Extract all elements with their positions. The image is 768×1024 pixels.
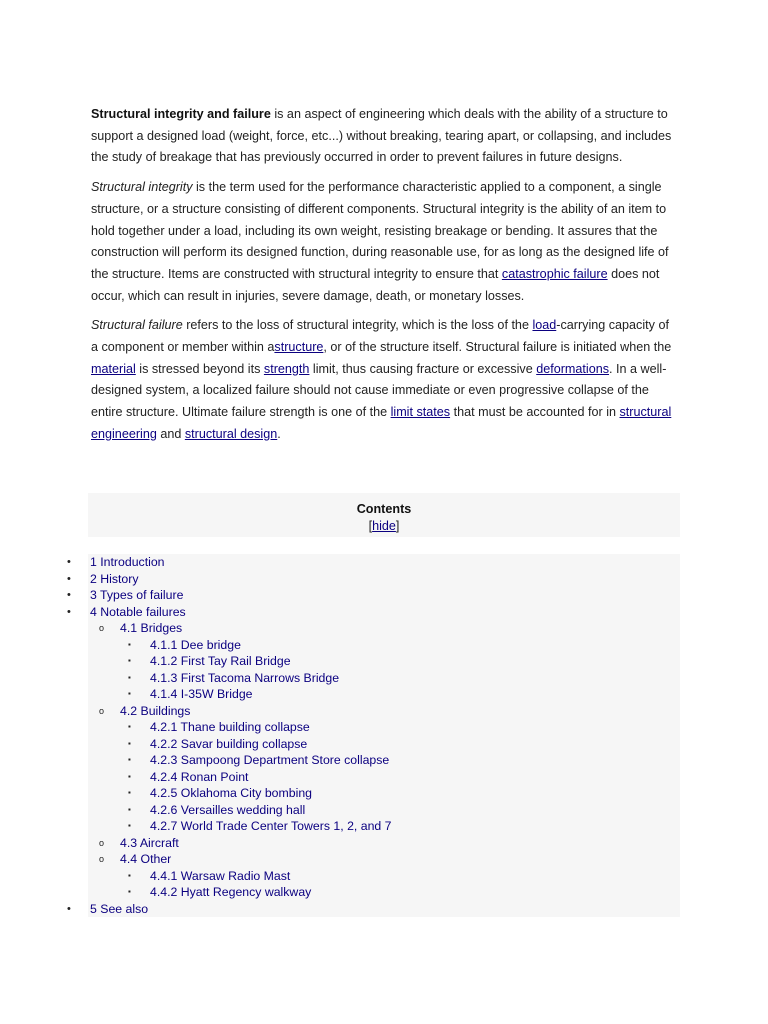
list-bullet-icon: •: [67, 902, 71, 915]
paragraph-failure: Structural failure refers to the loss of structural integrity, which is the loss of the load-carrying capacity of a component or member within astructure, or of the structure itself. Structural failure is initiated when the material is stressed beyond its strength limit, thus causing fracture or excessive deformations. In a well-designed system, a localized failure should not cause immediate or even progressive collapse of the entire structure. Ultimate failure strength is one of the limit states that must be accounted for in structural engineering and structural design.: [91, 318, 672, 441]
link-structure[interactable]: structure: [274, 340, 324, 355]
toc-item: [67, 587, 680, 604]
toc-link[interactable]: 4.2.4 Ronan Point: [150, 769, 249, 784]
list-bullet-icon: ▪: [128, 656, 131, 665]
paragraph-intro: Structural integrity and failure is an aspect of engineering which deals with the ability of a structure to support a designed load (weight, force, etc...) without breaking, tearing apart, or collapsing, and includes the study of breakage that has previously occurred in order to prevent failures in future designs.: [91, 107, 672, 165]
toc-item: [88, 818, 680, 835]
toc-item: [88, 769, 680, 786]
toc-link[interactable]: 4.1.3 First Tacoma Narrows Bridge: [150, 670, 340, 685]
toc-link[interactable]: 4.1.2 First Tay Rail Bridge: [150, 654, 291, 668]
list-bullet-icon: ▪: [128, 689, 131, 698]
toc-item: [88, 802, 680, 819]
toc-link[interactable]: 2 History: [90, 571, 139, 586]
list-bullet-icon: ▪: [128, 870, 131, 880]
link-deformations[interactable]: deformations: [536, 361, 610, 376]
toc-link[interactable]: 4.2.1 Thane building collapse: [150, 720, 310, 734]
list-bullet-icon: ▪: [128, 821, 131, 830]
list-bullet-icon: •: [67, 605, 71, 618]
toc-link[interactable]: 5 See also: [90, 901, 149, 916]
link-structural-design[interactable]: structural design: [184, 426, 278, 441]
list-bullet-icon: o: [99, 705, 105, 716]
toc-item: [88, 637, 680, 654]
toc-item: [88, 686, 680, 703]
toc-link[interactable]: 4.3 Aircraft: [120, 835, 179, 850]
toc-item: [88, 719, 680, 736]
toc-link[interactable]: 3 Types of failure: [90, 588, 184, 602]
link-load[interactable]: load: [532, 318, 557, 333]
toc-link[interactable]: 4.2.2 Savar building collapse: [150, 736, 308, 751]
toc-item: [88, 752, 680, 769]
toc-header: [88, 493, 680, 537]
list-bullet-icon: o: [99, 623, 105, 633]
list-bullet-icon: ▪: [128, 722, 131, 731]
toc-item: [67, 901, 680, 918]
toc-link[interactable]: 4 Notable failures: [90, 604, 186, 619]
list-bullet-icon: o: [99, 854, 105, 864]
term-italic: Structural failure: [91, 318, 183, 333]
toc-link[interactable]: 4.1 Bridges: [120, 621, 183, 635]
list-bullet-icon: •: [67, 556, 71, 568]
toc-link[interactable]: 4.4 Other: [120, 852, 172, 866]
toc-item: [88, 703, 680, 720]
toc-item: [88, 851, 680, 868]
toc-link[interactable]: 4.2 Buildings: [120, 703, 191, 718]
list-bullet-icon: ▪: [128, 639, 131, 649]
list-bullet-icon: ▪: [128, 804, 131, 814]
term-italic: Structural integrity: [91, 180, 193, 195]
list-bullet-icon: o: [99, 837, 105, 848]
toc-item: [88, 620, 680, 637]
toc-item: [88, 868, 680, 885]
toc-item: [88, 785, 680, 802]
toc-link[interactable]: 4.4.2 Hyatt Regency walkway: [150, 885, 312, 899]
toc-link[interactable]: 4.4.1 Warsaw Radio Mast: [150, 868, 291, 883]
list-bullet-icon: ▪: [128, 738, 131, 748]
link-limit-states[interactable]: limit states: [390, 405, 451, 420]
toc-item: [67, 604, 680, 621]
toc-toggle: [hide]: [368, 519, 400, 533]
list-bullet-icon: ▪: [128, 788, 131, 797]
toc-link[interactable]: 4.2.6 Versailles wedding hall: [150, 802, 306, 817]
list-bullet-icon: •: [67, 589, 71, 601]
toc-link[interactable]: 1 Introduction: [90, 555, 165, 569]
toc-item: [67, 571, 680, 588]
list-bullet-icon: •: [67, 572, 71, 585]
toc-link[interactable]: 4.2.3 Sampoong Department Store collapse: [150, 753, 390, 767]
toc-link[interactable]: 4.1.4 I-35W Bridge: [150, 687, 253, 701]
toc-item: [88, 736, 680, 753]
link-strength[interactable]: strength: [263, 361, 310, 376]
list-bullet-icon: ▪: [128, 887, 131, 896]
toc-item: [88, 670, 680, 687]
toc-link[interactable]: 4.2.7 World Trade Center Towers 1, 2, and 7: [150, 819, 392, 833]
term-bold: Structural integrity and failure: [91, 107, 271, 121]
toc-title: Contents: [356, 502, 412, 516]
toc-item: [67, 554, 680, 571]
link-catastrophic-failure[interactable]: catastrophic failure: [501, 266, 608, 281]
toc-hide-link[interactable]: hide: [372, 519, 396, 533]
link-structural-engineering[interactable]: structural engineering: [91, 405, 672, 441]
toc-link[interactable]: 4.1.1 Dee bridge: [150, 637, 241, 652]
list-bullet-icon: ▪: [128, 771, 131, 781]
list-bullet-icon: ▪: [128, 672, 131, 682]
link-material[interactable]: material: [91, 361, 136, 376]
toc-item: [88, 835, 680, 852]
toc-item: [88, 653, 680, 670]
paragraph-integrity: Structural integrity is the term used for the performance characteristic applied to a component, a single structure, or a structure consisting of different components. Structural integrity is the ability of an item to hold together under a load, including its own weight, resisting breakage or bending. It assures that the construction will perform its designed function, during reasonable use, for as long as the designed life of the structure. Items are constructed with structural integrity to ensure that catastrophic failure does not occur, which can result in injuries, severe damage, death, or monetary losses.: [91, 180, 669, 303]
toc-list: [60, 554, 680, 917]
toc-item: [88, 884, 680, 901]
toc-link[interactable]: 4.2.5 Oklahoma City bombing: [150, 786, 312, 800]
article-body: [91, 104, 673, 454]
list-bullet-icon: ▪: [128, 755, 131, 764]
